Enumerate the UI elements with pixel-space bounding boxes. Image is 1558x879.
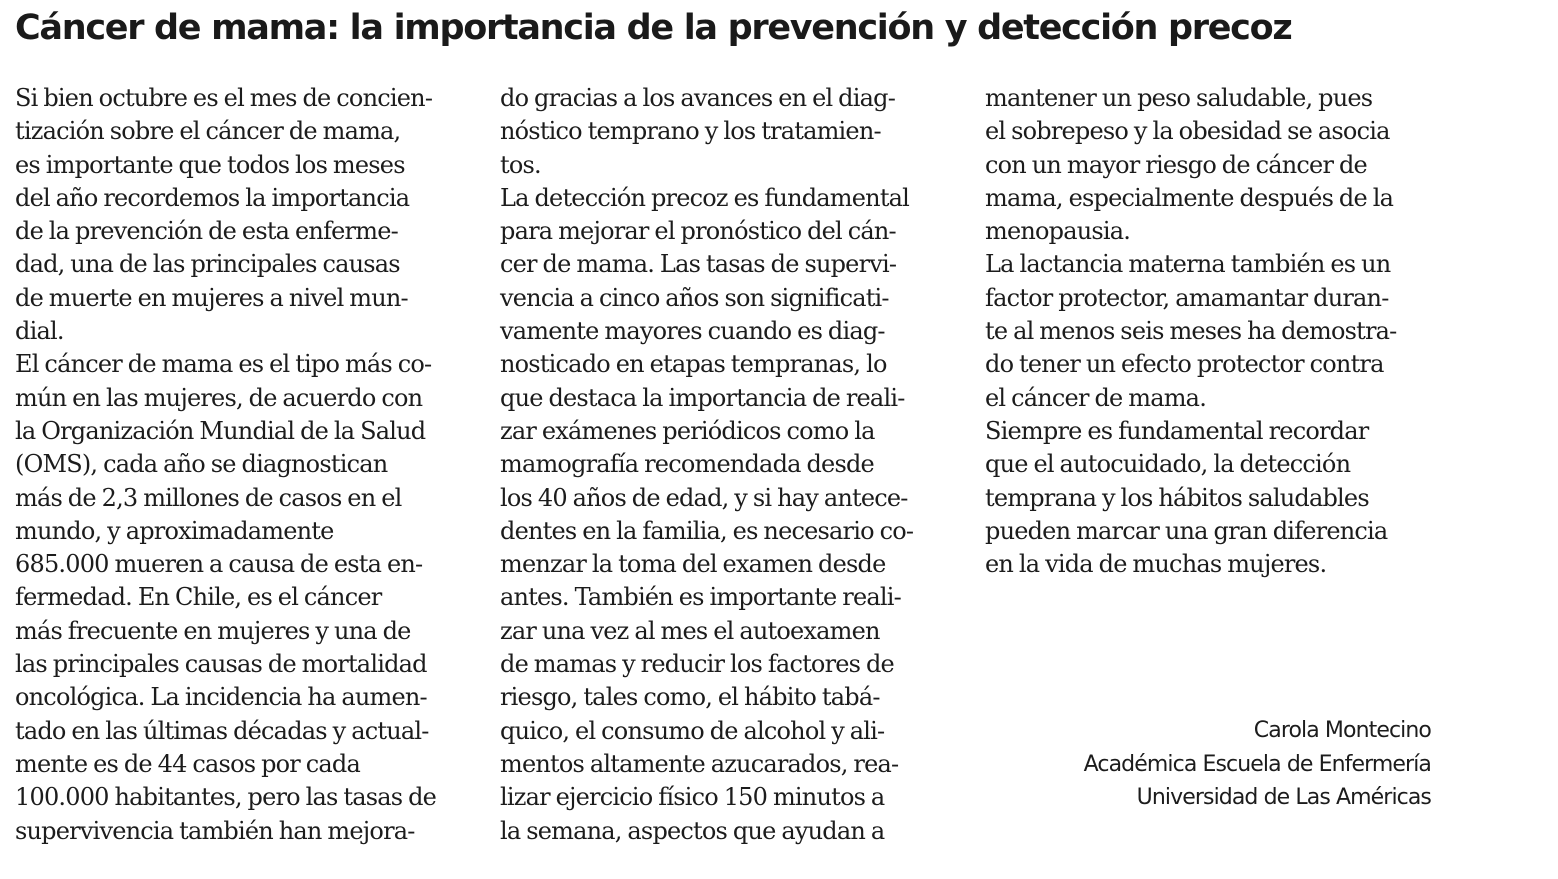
article-text-line: más de 2,3 millones de casos en el bbox=[15, 483, 402, 512]
article-text-line: te al menos seis meses ha demostra- bbox=[985, 317, 1397, 346]
article-text-line: mentos altamente azucarados, rea- bbox=[500, 749, 899, 778]
article-text-line: cer de mama. Las tasas de supervi- bbox=[500, 250, 897, 279]
article-text-line: de la prevención de esta enferme- bbox=[15, 217, 398, 246]
article-text-line: dentes en la familia, es necesario co- bbox=[500, 516, 914, 545]
article-text-line: menopausia. bbox=[985, 217, 1131, 246]
article-text-line: (OMS), cada año se diagnostican bbox=[15, 450, 388, 479]
article-text-line: que destaca la importancia de reali- bbox=[500, 383, 905, 412]
article-text-line: Si bien octubre es el mes de concien- bbox=[15, 84, 433, 112]
article-text-line: pueden marcar una gran diferencia bbox=[985, 516, 1388, 545]
article-text-line: La detección precoz es fundamental bbox=[500, 183, 910, 212]
article-text-line: factor protector, amamantar duran- bbox=[985, 283, 1389, 312]
article-text-line: mantener un peso saludable, pues bbox=[985, 84, 1373, 112]
article-column-2 bbox=[500, 82, 970, 848]
article-column-3 bbox=[985, 82, 1455, 581]
author-signature bbox=[1084, 714, 1431, 815]
article-text-line: quico, el consumo de alcohol y ali- bbox=[500, 716, 885, 745]
article-text-line: es importante que todos los meses bbox=[15, 150, 405, 179]
author-name: Carola Montecino bbox=[1253, 718, 1431, 743]
article-text-line: de mamas y reducir los factores de bbox=[500, 650, 894, 679]
article-text-line: 685.000 mueren a causa de esta en- bbox=[15, 550, 423, 579]
article-text-line: do tener un efecto protector contra bbox=[985, 350, 1384, 379]
article-text-line: vencia a cinco años son significati- bbox=[500, 283, 889, 312]
article-text-line: mundo, y aproximadamente bbox=[15, 516, 334, 545]
article-text-line: mamografía recomendada desde bbox=[500, 450, 874, 479]
article-text-line: La lactancia materna también es un bbox=[985, 250, 1391, 279]
article-text-line: la semana, aspectos que ayudan a bbox=[500, 816, 885, 845]
article-text-line: zar una vez al mes el autoexamen bbox=[500, 616, 880, 645]
article-text-line: la Organización Mundial de la Salud bbox=[15, 416, 426, 445]
article-text-line: tado en las últimas décadas y actual- bbox=[15, 716, 429, 745]
article-text-line: fermedad. En Chile, es el cáncer bbox=[15, 583, 382, 612]
article-text-line: del año recordemos la importancia bbox=[15, 183, 410, 212]
article-text-line: El cáncer de mama es el tipo más co- bbox=[15, 350, 432, 379]
article-text-line: 100.000 habitantes, pero las tasas de bbox=[15, 783, 437, 812]
article-headline: Cáncer de mama: la importancia de la prevención y detección precoz bbox=[15, 8, 1292, 48]
author-role: Académica Escuela de Enfermería bbox=[1083, 751, 1431, 777]
article-text-line: zar exámenes periódicos como la bbox=[500, 416, 875, 445]
article-text-line: para mejorar el pronóstico del cán- bbox=[500, 217, 896, 246]
article-text-line: nosticado en etapas tempranas, lo bbox=[500, 350, 887, 379]
article-text-line: do gracias a los avances en el diag- bbox=[500, 84, 896, 112]
article-text-line: de muerte en mujeres a nivel mun- bbox=[15, 283, 408, 312]
article-text-line: en la vida de muchas mujeres. bbox=[985, 550, 1327, 579]
article-text-line: riesgo, tales como, el hábito tabá- bbox=[500, 683, 880, 712]
article-text-line: menzar la toma del examen desde bbox=[500, 550, 886, 579]
article-text-line: oncológica. La incidencia ha aumen- bbox=[15, 683, 427, 712]
article-text-line: con un mayor riesgo de cáncer de bbox=[985, 150, 1367, 179]
article-text-line: el cáncer de mama. bbox=[985, 383, 1207, 412]
article-column-1 bbox=[15, 82, 485, 848]
article-text-line: las principales causas de mortalidad bbox=[15, 650, 427, 679]
article-text-line: Siempre es fundamental recordar bbox=[985, 416, 1369, 445]
article-text-line: mente es de 44 casos por cada bbox=[15, 749, 361, 778]
author-institution: Universidad de Las Américas bbox=[1136, 785, 1431, 810]
article-text-line: tización sobre el cáncer de mama, bbox=[15, 117, 401, 146]
article-text-line: dad, una de las principales causas bbox=[15, 250, 400, 279]
article-text-line: vamente mayores cuando es diag- bbox=[500, 317, 885, 346]
article-text-line: antes. También es importante reali- bbox=[500, 583, 901, 612]
article-text-line: mama, especialmente después de la bbox=[985, 183, 1394, 212]
article-text-line: lizar ejercicio físico 150 minutos a bbox=[500, 783, 885, 812]
article-text-line: temprana y los hábitos saludables bbox=[985, 483, 1369, 512]
article-text-line: nóstico temprano y los tratamien- bbox=[500, 117, 881, 146]
article-text-line: dial. bbox=[15, 317, 64, 346]
article-text-line: tos. bbox=[500, 150, 541, 179]
article-text-line: mún en las mujeres, de acuerdo con bbox=[15, 383, 423, 412]
article-text-line: supervivencia también han mejora- bbox=[15, 816, 415, 845]
article-text-line: los 40 años de edad, y si hay antece- bbox=[500, 483, 908, 512]
article-text-line: el sobrepeso y la obesidad se asocia bbox=[985, 117, 1390, 146]
article-text-line: más frecuente en mujeres y una de bbox=[15, 616, 411, 645]
article-text-line: que el autocuidado, la detección bbox=[985, 450, 1351, 479]
